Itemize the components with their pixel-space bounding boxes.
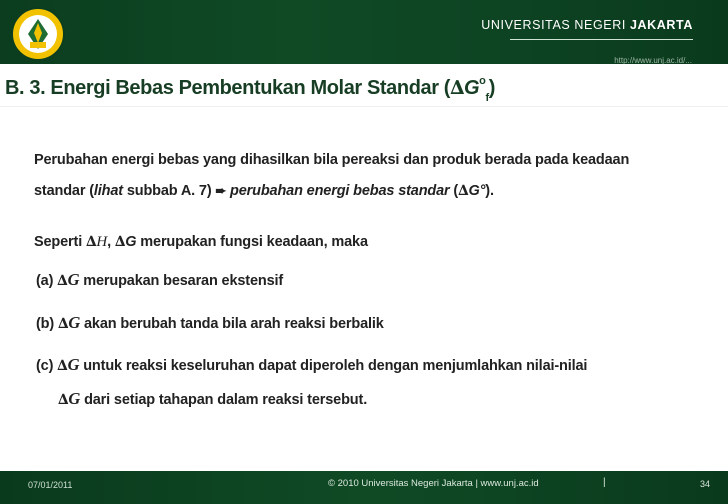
footer-date: 07/01/2011 bbox=[28, 480, 73, 490]
paragraph-state-function: Seperti ∆H, ∆G merupakan fungsi keadaan, maka bbox=[34, 234, 368, 250]
header-faded-url: http://www.unj.ac.id/... bbox=[614, 56, 692, 65]
paragraph-definition-cont: standar (lihat subbab A. 7) ➨ perubahan energi bebas standar (∆G°). bbox=[34, 183, 494, 199]
page-number: 34 bbox=[699, 479, 710, 489]
title-divider bbox=[0, 106, 728, 107]
university-logo bbox=[8, 6, 68, 64]
list-item-c-cont: ∆G dari setiap tahapan dalam reaksi tersebut. bbox=[58, 389, 368, 408]
header-divider bbox=[510, 39, 693, 40]
footer-separator: | bbox=[603, 477, 606, 488]
list-item-a: (a) ∆G merupakan besaran ekstensif bbox=[36, 270, 284, 289]
slide-title: B. 3. Energi Bebas Pembentukan Molar Standar $(\Delta G^o_f)$ bbox=[5, 75, 495, 104]
right-arrow-icon: ➨ bbox=[215, 183, 227, 198]
header-band bbox=[0, 0, 728, 64]
list-item-b: (b) ∆G akan berubah tanda bila arah reaksi berbalik bbox=[36, 313, 384, 332]
footer-copyright: © 2010 Universitas Negeri Jakarta | www.unj.ac.id bbox=[328, 478, 539, 489]
university-name: UNIVERSITAS NEGERI JAKARTA bbox=[481, 18, 693, 32]
list-item-c: (c) ∆G untuk reaksi keseluruhan dapat diperoleh dengan menjumlahkan nilai-nilai bbox=[36, 355, 588, 374]
paragraph-definition: Perubahan energi bebas yang dihasilkan bila pereaksi dan produk berada pada keadaan bbox=[34, 152, 630, 168]
